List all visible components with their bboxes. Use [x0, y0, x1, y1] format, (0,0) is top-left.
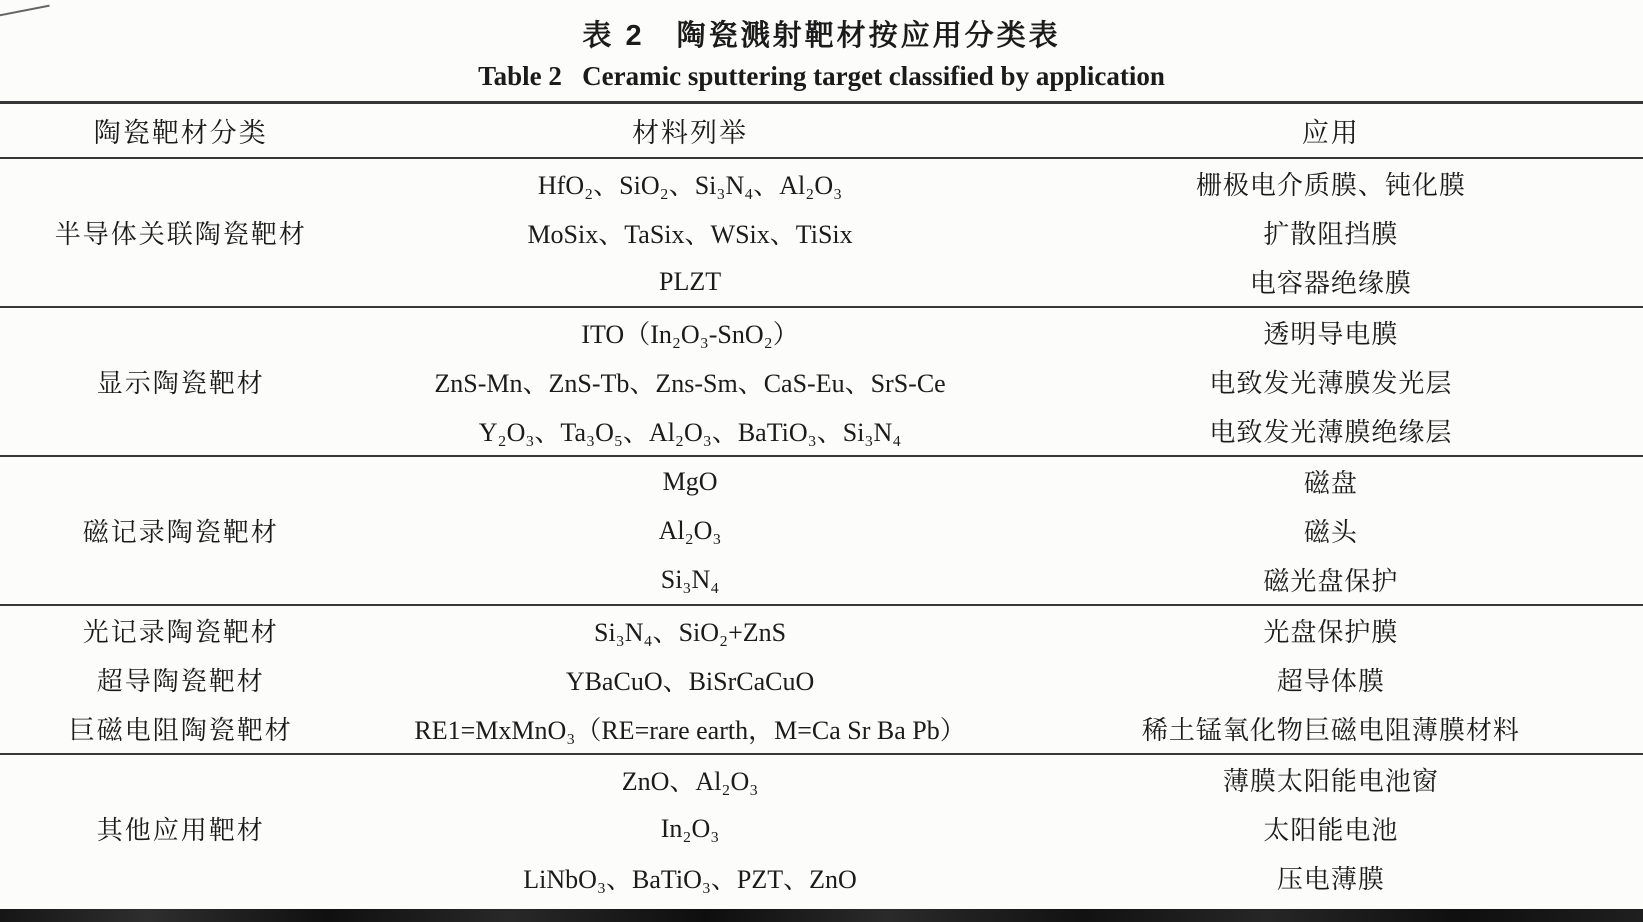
material-cell: Si₃N₄	[361, 555, 1018, 605]
table-title-english: Table 2 Ceramic sputtering target classified by application	[478, 61, 1165, 91]
table-row	[0, 307, 1643, 357]
material-cell: YBaCuO、BiSrCaCuO	[565, 667, 815, 696]
application-cell: 太阳能电池	[1263, 816, 1399, 845]
application-cell: 超导体膜	[1276, 667, 1385, 696]
application-cell: 磁盘	[1303, 469, 1358, 498]
table-row	[0, 605, 1643, 655]
application-cell: 磁头	[1303, 518, 1358, 547]
category-cell: 超导陶瓷靶材	[96, 667, 265, 696]
category-cell: 光记录陶瓷靶材	[82, 618, 279, 647]
header-category: 陶瓷靶材分类	[0, 103, 361, 159]
table-body	[0, 158, 1643, 902]
category-cell: 其他应用靶材	[96, 816, 265, 845]
material-cell: HfO₂、SiO₂、Si₃N₄、Al₂O₃	[537, 171, 843, 200]
table-header	[0, 103, 1643, 159]
material-cell: LiNbO₃、BaTiO₃、PZT、ZnO	[523, 865, 857, 894]
material-cell: Si₃N₄、SiO₂+ZnS	[593, 618, 787, 647]
material-cell: ZnS-Mn、ZnS-Tb、Zns-Sm、CaS-Eu、SrS-Ce	[434, 369, 946, 398]
table-header-row	[0, 103, 1643, 159]
table-row	[0, 704, 1643, 754]
table-row	[0, 754, 1643, 804]
material-cell: Al₂O₃	[658, 515, 722, 545]
application-cell: 稀土锰氧化物巨磁电阻薄膜材料	[1019, 704, 1643, 754]
application-cell: 电致发光薄膜发光层	[1209, 369, 1453, 398]
material-cell: ITO（In₂O₃-SnO₂）	[581, 320, 799, 349]
application-cell: 扩散阻挡膜	[1263, 220, 1399, 249]
application-cell: 电容器绝缘膜	[1019, 257, 1643, 307]
header-materials: 材料列举	[361, 103, 1018, 159]
material-cell: In₂O₃	[660, 813, 720, 843]
application-cell: 光盘保护膜	[1263, 618, 1399, 647]
header-application: 应用	[1019, 103, 1643, 159]
table-title-chinese: 表 2 陶瓷溅射靶材按应用分类表	[582, 20, 1061, 52]
application-cell: 磁光盘保护	[1019, 555, 1643, 605]
application-cell: 压电薄膜	[1276, 865, 1385, 894]
material-cell: MoSix、TaSix、WSix、TiSix	[527, 220, 853, 249]
table-row	[0, 456, 1643, 506]
material-cell: ZnO、Al₂O₃	[621, 767, 759, 796]
table-row	[0, 158, 1643, 208]
application-cell: 薄膜太阳能电池窗	[1222, 767, 1439, 796]
material-cell: MgO	[662, 466, 718, 496]
material-cell: Y₂O₃、Ta₃O₅、Al₂O₃、BaTiO₃、Si₃N₄	[361, 406, 1018, 456]
table-row	[0, 655, 1643, 704]
category-cell: 磁记录陶瓷靶材	[0, 456, 361, 605]
scan-bottom-bar	[0, 909, 1643, 922]
application-cell: 电致发光薄膜绝缘层	[1019, 406, 1643, 456]
category-cell: 巨磁电阻陶瓷靶材	[0, 704, 361, 754]
application-cell: 透明导电膜	[1263, 320, 1399, 349]
material-cell: RE1=MxMnO₃（RE=rare earth，M=Ca Sr Ba Pb）	[361, 704, 1018, 754]
application-cell: 栅极电介质膜、钝化膜	[1195, 171, 1466, 200]
material-cell: PLZT	[361, 257, 1018, 307]
category-cell: 半导体关联陶瓷靶材	[0, 158, 361, 307]
classification-table	[0, 101, 1643, 902]
category-cell: 显示陶瓷靶材	[0, 307, 361, 456]
